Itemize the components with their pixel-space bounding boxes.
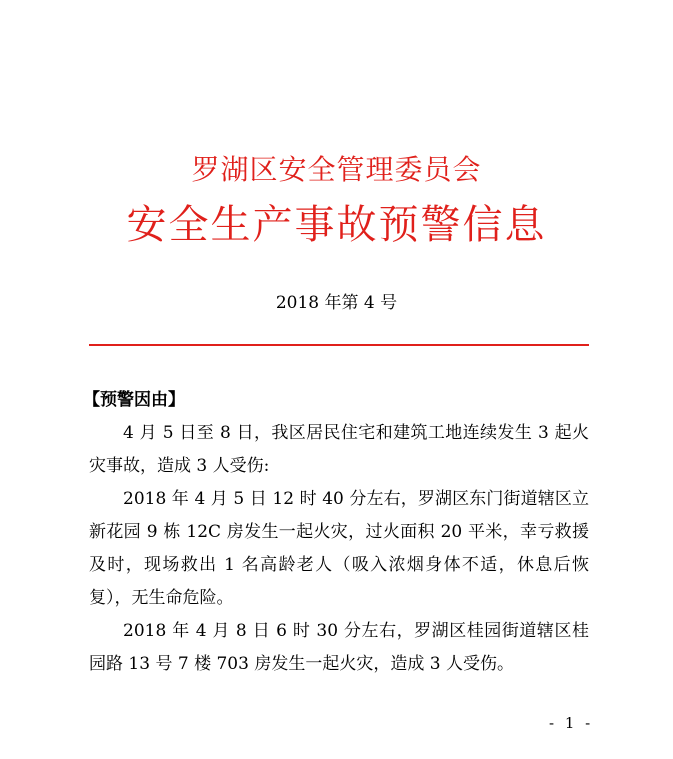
section-heading: 【预警因由】 [83, 390, 185, 410]
paragraph-incident-2: 2018 年 4 月 8 日 6 时 30 分左右，罗湖区桂园街道辖区桂园路 13 号 7 楼 703 房发生一起火灾，造成 3 人受伤。 [89, 621, 589, 674]
document-number: 2018 年第 4 号 [275, 293, 398, 313]
paragraph-incident-1: 2018 年 4 月 5 日 12 时 40 分左右，罗湖区东门街道辖区立新花园 9 栋 12C 房发生一起火灾，过火面积 20 平米，幸亏救援及时，现场救出 1 名高龄老人（吸入浓烟身体不适，休息后恢复），无生命危险。 [89, 489, 589, 608]
red-divider-line [89, 344, 589, 346]
paragraph-summary: 4 月 5 日至 8 日，我区居民住宅和建筑工地连续发生 3 起火灾事故，造成 3 人受伤: [89, 423, 589, 476]
document-body [83, 384, 589, 681]
organization-name: 罗湖区安全管理委员会 [191, 153, 482, 186]
document-title: 安全生产事故预警信息 [126, 202, 547, 248]
page-number: - 1 - [549, 714, 594, 732]
